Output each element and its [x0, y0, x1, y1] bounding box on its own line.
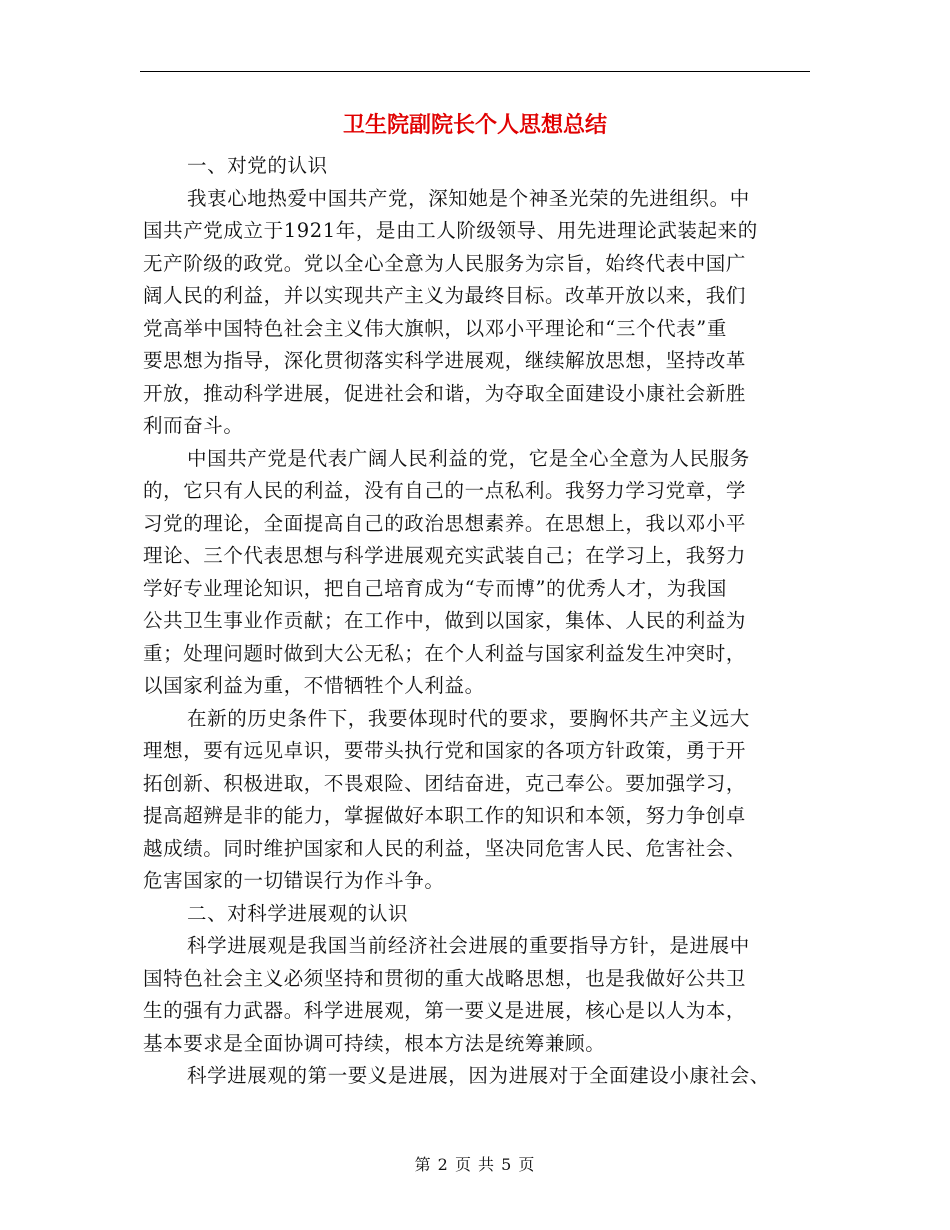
text-line: 我衷心地热爱中国共产党，深知她是个神圣光荣的先进组织。中	[187, 186, 750, 210]
text-line: 生的强有力武器。科学进展观，第一要义是进展，核心是以人为本，	[143, 999, 747, 1022]
text-line: 学好专业理论知识，把自己培育成为“专而博”的优秀人才，为我国	[143, 576, 727, 600]
text-line: 提高超辨是非的能力，掌握做好本职工作的知识和本领，努力争创卓	[143, 804, 747, 827]
text-line: 利而奋斗。	[143, 414, 244, 437]
text-line: 基本要求是全面协调可持续，根本方法是统筹兼顾。	[143, 1031, 606, 1055]
text-line: 国共产党成立于1921年，是由工人阶级领导、用先进理论武装起来的	[143, 219, 758, 242]
text-line: 科学进展观的第一要义是进展，因为进展对于全面建设小康社会、	[187, 1064, 770, 1087]
text-line: 在新的历史条件下，我要体现时代的要求，要胸怀共产主义远大	[187, 706, 750, 730]
text-line: 要思想为指导，深化贯彻落实科学进展观，继续解放思想，坚持改革	[143, 349, 747, 372]
text-line: 党高举中国特色社会主义伟大旗帜，以邓小平理论和“三个代表”重	[143, 316, 727, 340]
page-number: 第 2 页 共 5 页	[414, 1155, 536, 1174]
text-line: 无产阶级的政党。党以全心全意为人民服务为宗旨，始终代表中国广	[143, 251, 747, 275]
text-line: 公共卫生事业作贡献；在工作中，做到以国家，集体、人民的利益为	[143, 609, 747, 632]
text-line: 二、对科学进展观的认识	[187, 901, 409, 925]
text-line: 越成绩。同时维护国家和人民的利益，坚决同危害人民、危害社会、	[143, 836, 747, 860]
text-line: 理想，要有远见卓识，要带头执行党和国家的各项方针政策，勇于开	[143, 739, 747, 762]
text-line: 拓创新、积极进取，不畏艰险、团结奋进，克己奉公。要加强学习，	[143, 771, 747, 795]
header-rule	[140, 71, 810, 72]
text-line: 开放，推动科学进展，促进社会和谐，为夺取全面建设小康社会新胜	[143, 381, 747, 405]
text-line: 国特色社会主义必须坚持和贯彻的重大战略思想，也是我做好公共卫	[143, 966, 747, 990]
text-line: 习党的理论，全面提高自己的政治思想素养。在思想上，我以邓小平	[143, 511, 747, 535]
document-title: 卫生院副院长个人思想总结	[342, 113, 607, 138]
text-line: 阔人民的利益，并以实现共产主义为最终目标。改革开放以来，我们	[143, 284, 747, 307]
text-line: 一、对党的认识	[187, 154, 328, 177]
text-line: 科学进展观是我国当前经济社会进展的重要指导方针，是进展中	[187, 934, 750, 957]
text-line: 重；处理问题时做到大公无私；在个人利益与国家利益发生冲突时，	[143, 641, 747, 665]
text-line: 理论、三个代表思想与科学进展观充实武装自己；在学习上，我努力	[143, 544, 747, 567]
text-line: 中国共产党是代表广阔人民利益的党，它是全心全意为人民服务	[187, 446, 750, 470]
text-line: 的，它只有人民的利益，没有自己的一点私利。我努力学习党章，学	[143, 479, 747, 502]
text-line: 危害国家的一切错误行为作斗争。	[143, 869, 445, 892]
document-body	[143, 150, 803, 1093]
text-line: 以国家利益为重，不惜牺牲个人利益。	[143, 674, 485, 697]
